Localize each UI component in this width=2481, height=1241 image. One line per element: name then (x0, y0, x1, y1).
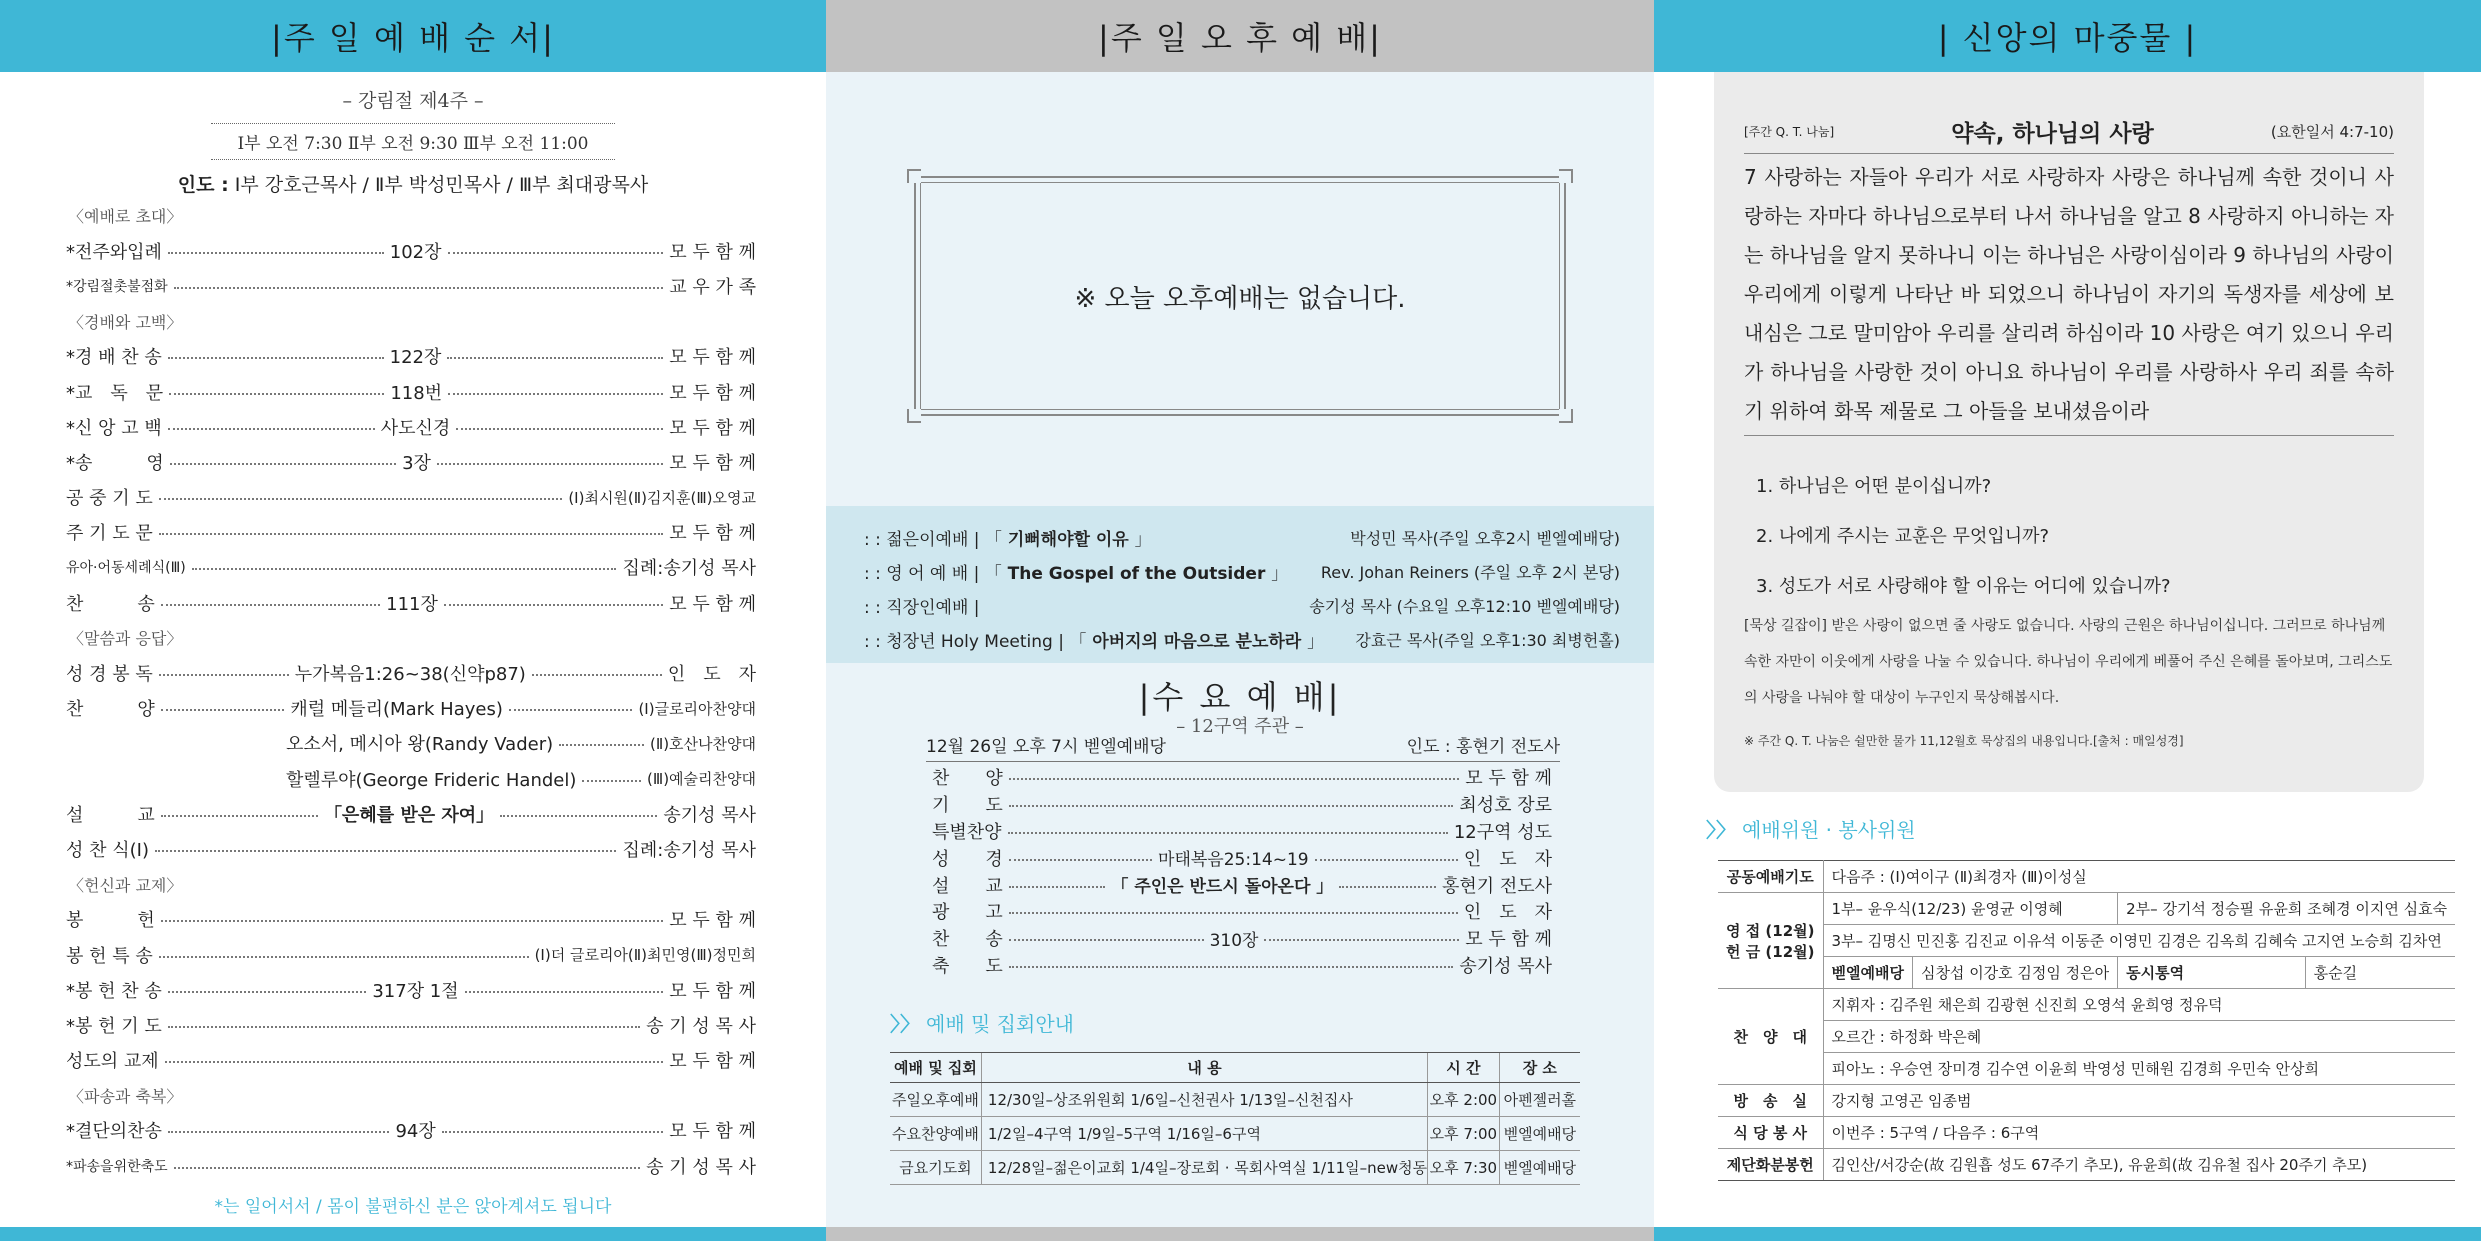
dot-leader (161, 709, 285, 711)
frame-corner (1559, 169, 1573, 183)
order-detail: 사도신경 (380, 417, 451, 439)
frame-corner (907, 409, 921, 423)
afternoon-title: |주 일 오 후 예 배| (826, 0, 1654, 72)
order-leader: 모 두 함 께 (669, 241, 757, 263)
order-name: *봉 헌 기 도 (66, 1015, 162, 1037)
schedule-header: 내 용 (981, 1053, 1427, 1083)
sunday-order-panel (0, 0, 826, 1241)
dot-leader (1009, 966, 1454, 968)
service-sermon: 아버지의 마음으로 분노하라 (1086, 631, 1308, 652)
chevron-right-icon: 〉〉 (890, 1012, 920, 1036)
cell: 피아노 : 우승연 장미경 김수연 이윤희 박영성 민해원 김경희 우민숙 안상희 (1823, 1053, 2455, 1085)
dot-leader (159, 498, 563, 500)
dot-leader (161, 815, 318, 817)
wednesday-leader: 홍현기 전도사 (1441, 875, 1552, 897)
order-detail: 오소서, 메시아 왕(Randy Vader) (286, 734, 554, 756)
dot-leader (500, 815, 657, 817)
wednesday-name: 찬 송 (932, 929, 1003, 951)
dot-leader (174, 1167, 641, 1169)
dot-leader (170, 463, 396, 465)
sunday-order-title: |주 일 예 배 순 서| (0, 0, 826, 72)
dot-leader (1009, 939, 1204, 941)
wednesday-item (932, 925, 1552, 952)
schedule-cell: 수요찬양예배 (890, 1117, 981, 1151)
wednesday-item (932, 791, 1552, 818)
service-leaders (0, 170, 826, 197)
schedule-cell: 오후 2:00 (1428, 1083, 1500, 1117)
qt-questions (1756, 460, 2171, 610)
schedule-cell: 12/28일–젊은이교회 1/4일–장로회 · 목회사역실 1/11일–new청동 (981, 1151, 1427, 1185)
dot-leader (444, 604, 663, 606)
order-item (66, 409, 756, 444)
dot-leader (448, 252, 664, 254)
service-sermon: The Gospel of the Outsider (1001, 563, 1272, 584)
dot-leader (1009, 912, 1458, 914)
order-detail: 102장 (389, 241, 442, 263)
dot-leader (168, 252, 384, 254)
order-leader: 인 도 자 (667, 664, 757, 686)
wednesday-leader: 모 두 함 께 (1465, 768, 1552, 790)
section-label: 〈헌신과 교제〉 (68, 875, 183, 895)
order-leader: 모 두 함 께 (669, 980, 756, 1002)
order-leader: 모 두 함 께 (669, 1121, 756, 1143)
service-row (864, 520, 1620, 554)
wednesday-detail: 310장 (1209, 930, 1259, 951)
order-item (66, 515, 756, 550)
cell: 1부– 윤우식(12/23) 윤영균 이영혜 (1823, 893, 2118, 925)
order-item (66, 374, 756, 409)
dot-leader (192, 568, 617, 570)
service-row (864, 622, 1620, 656)
notice-frame (914, 176, 1566, 416)
schedule-header: 장 소 (1499, 1053, 1580, 1083)
dot-leader (1264, 939, 1459, 941)
service-leader: 박성민 목사(주일 오후2시 벧엘예배당) (1350, 528, 1620, 548)
order-item (66, 691, 756, 726)
order-detail: 94장 (395, 1121, 436, 1143)
order-item (66, 233, 756, 268)
dot-leader (465, 991, 664, 993)
footer-bar (0, 1227, 826, 1241)
dot-leader (165, 1061, 664, 1063)
service-prefix: : : 청장년 Holy Meeting | 「 (864, 631, 1087, 652)
order-name: 공 중 기 도 (66, 488, 153, 510)
order-name: 찬 양 (66, 699, 155, 721)
order-name: 설 교 (66, 804, 155, 826)
dot-leader (168, 357, 384, 359)
order-name: 봉 헌 (66, 910, 155, 932)
greet-header-1: 영 접 (12월) (1726, 921, 1815, 940)
dot-leader (456, 428, 663, 430)
order-detail: 「은혜를 받은 자여」 (323, 804, 495, 826)
order-detail: 317장 1절 (372, 980, 459, 1002)
dot-leader (168, 1131, 390, 1133)
qt-question: 1. 하나님은 어떤 분이십니까? (1756, 476, 1992, 497)
greet-header-2: 헌 금 (12월) (1726, 942, 1815, 961)
volunteers-table (1718, 860, 2455, 1181)
order-item (66, 585, 756, 620)
table-row (1718, 1085, 2455, 1117)
footer-bar (826, 1227, 1654, 1241)
order-leader: 집례:송기성 목사 (622, 839, 756, 861)
schedule-cell: 주일오후예배 (890, 1083, 981, 1117)
order-leader: 모 두 함 께 (669, 452, 756, 474)
section-label: 〈예배로 초대〉 (68, 207, 183, 227)
wednesday-leader: 인 도 자 (1463, 902, 1552, 924)
order-leader: (Ⅰ)최시원(Ⅱ)김지훈(Ⅲ)오영교 (568, 488, 756, 507)
schedule-cell: 벧엘예배당 (1499, 1117, 1580, 1151)
table-row (1718, 1149, 2455, 1181)
order-leader: 집례:송기성 목사 (622, 558, 756, 580)
section-label: 〈파송과 축복〉 (68, 1086, 183, 1106)
dot-leader (442, 1131, 664, 1133)
wednesday-detail: 마태복음25:14~19 (1158, 850, 1309, 871)
schedule-section-title (890, 1008, 1074, 1037)
service-name (864, 525, 1152, 550)
wednesday-item (932, 952, 1552, 979)
order-item (66, 726, 756, 761)
dot-leader (159, 956, 529, 958)
service-leader: Rev. Johan Reiners (주일 오후 2시 본당) (1320, 562, 1620, 582)
qt-tag: [주간 Q. T. 나눔] (1744, 125, 1835, 139)
section-label: 〈경배와 고백〉 (68, 312, 183, 332)
schedule-table (890, 1052, 1580, 1185)
cell: 3부– 김명신 민진홍 김진교 이유석 이동준 이영민 김경은 김옥희 김혜숙 고지연 노승희 김차연 (1823, 925, 2455, 957)
qt-header (1744, 110, 2394, 154)
dot-leader (168, 1026, 640, 1028)
dot-leader (169, 393, 384, 395)
service-prefix: : : 영 어 예 배 | 「 (864, 563, 1002, 584)
wednesday-when: 12월 26일 오후 7시 벧엘예배당 (926, 737, 1166, 757)
leaders-names: Ⅰ부 강호근목사 / Ⅱ부 박성민목사 / Ⅲ부 최대광목사 (234, 174, 649, 196)
dot-leader (1009, 886, 1106, 888)
wednesday-name: 특별찬양 (932, 821, 1002, 843)
dot-leader (447, 357, 663, 359)
table-row (890, 1151, 1580, 1185)
order-item (66, 444, 756, 479)
other-services-band (826, 506, 1654, 663)
order-name: 성 찬 식(Ⅰ) (66, 839, 149, 861)
footer-bar (1654, 1227, 2481, 1241)
order-name: 찬 송 (66, 593, 155, 615)
dot-leader (161, 920, 664, 922)
order-leader: 모 두 함 께 (669, 910, 756, 932)
service-leader: 송기성 목사 (수요일 오후12:10 벧엘예배당) (1309, 596, 1620, 616)
order-list (66, 198, 756, 1183)
schedule-header-row (890, 1053, 1580, 1083)
service-row (864, 554, 1620, 588)
qt-verse: 7 사랑하는 자들아 우리가 서로 사랑하자 사랑은 하나님께 속한 것이니 사랑하는 자마다 하나님으로부터 나서 하나님을 알고 8 사랑하지 아니하는 자는 하나님을 알지 못하나니 이는 하나님은 사랑이심이라 9 하나님의 사랑이 우리에게 이렇게 나타난 바 되었으니 하나님이 자기의 독생자를 세상에 보내심은 그로 말미암아 우리를 살리려 하심이라 10 사랑은 여기 있으니 우리가 하나님을 사랑한 것이 아니요 하나님이 우리를 사랑하사 우리 죄를 속하기 위하여 화목 제물로 그 아들을 보내셨음이라 (1744, 158, 2394, 436)
order-name: *전주와입례 (66, 241, 162, 263)
dot-leader (168, 991, 367, 993)
dot-leader (559, 744, 644, 746)
cell: 오르간 : 하정화 박은혜 (1823, 1021, 2455, 1053)
wednesday-item (932, 764, 1552, 791)
order-leader: 모 두 함 께 (669, 347, 756, 369)
table-row (1718, 893, 2455, 925)
qt-box (1714, 72, 2424, 792)
wednesday-leader: 송기성 목사 (1459, 955, 1552, 977)
wednesday-name: 기 도 (932, 795, 1003, 817)
chevron-right-icon: 〉〉 (1706, 818, 1736, 842)
order-item (66, 1148, 756, 1183)
wednesday-host: – 12구역 주관 – (1176, 716, 1304, 737)
cell: 심창섭 이강호 김정임 정은아 (1912, 957, 2117, 989)
qt-source: ※ 주간 Q. T. 나눔은 쉴만한 물가 11,12월호 묵상집의 내용입니다.[출처 : 매일성경] (1744, 734, 2184, 748)
order-leader: (Ⅰ)글로리아찬양대 (638, 699, 757, 718)
service-volunteers-title (1706, 814, 1916, 843)
dot-leader (582, 780, 641, 782)
service-prefix: : : 젊은이예배 | 「 (864, 529, 1002, 550)
order-detail: 캐럴 메들리(Mark Hayes) (290, 699, 503, 721)
schedule-header: 시 간 (1428, 1053, 1500, 1083)
dot-leader (174, 287, 664, 289)
section-label: 〈말씀과 응답〉 (68, 629, 183, 649)
schedule-cell: 12/30일–상조위원회 1/6일–신천권사 1/13일–신천집사 (981, 1083, 1427, 1117)
wednesday-name: 찬 양 (932, 768, 1003, 790)
order-item (66, 655, 756, 690)
order-detail: 3장 (402, 452, 431, 474)
order-item (66, 1007, 756, 1042)
schedule-header: 예배 및 집회 (890, 1053, 981, 1083)
cell: 지휘자 : 김주원 채은희 김광현 신진희 오영석 윤희영 정유덕 (1823, 989, 2455, 1021)
dot-leader (155, 850, 617, 852)
wednesday-detail: 「 주인은 반드시 돌아온다 」 (1111, 877, 1334, 898)
season-label: – 강림절 제4주 – (342, 90, 484, 112)
wednesday-leader: 최성호 장로 (1459, 795, 1552, 817)
order-leader: 교 우 가 족 (669, 276, 756, 298)
schedule-cell: 금요기도회 (890, 1151, 981, 1185)
dot-leader (509, 709, 633, 711)
order-item (66, 902, 756, 937)
order-item (66, 796, 756, 831)
order-name: *봉 헌 찬 송 (66, 980, 162, 1002)
dot-leader (1008, 832, 1448, 834)
dot-leader (159, 674, 289, 676)
dot-leader (1009, 778, 1460, 780)
cell-header: 동시통역 (2118, 957, 2305, 989)
row-header: 식 당 봉 사 (1718, 1117, 1823, 1149)
order-name: *경 배 찬 송 (66, 347, 162, 369)
row-header (1718, 893, 1823, 989)
frame-corner (1559, 409, 1573, 423)
service-name (864, 559, 1288, 584)
dot-leader (532, 674, 662, 676)
qt-question: 3. 성도가 서로 사랑해야 할 이유는 어디에 있습니까? (1756, 576, 2171, 597)
cell: 2부– 강기석 정승필 유윤희 조혜경 이지연 심효숙 (2118, 893, 2455, 925)
order-detail: 118번 (390, 382, 443, 404)
wednesday-info (926, 732, 1560, 762)
table-row (1718, 989, 2455, 1021)
dot-leader (437, 463, 663, 465)
wednesday-order-list (932, 764, 1552, 978)
meditation-guide: [묵상 길잡이] 받은 사랑이 없으면 줄 사랑도 없습니다. 사랑의 근원은 하나님이십니다. 그러므로 하나님께 속한 자만이 이웃에게 사랑을 나눌 수 있습니다. 하나님이 우리에게 베풀어 주신 은혜를 돌아보며, 그리스도의 사랑을 나눠야 할 대상이 누구인지 묵상해봅시다. (1744, 618, 2393, 706)
order-leader: (Ⅰ)더 글로리아(Ⅱ)최민영(Ⅲ)정민희 (534, 946, 756, 965)
order-item (66, 761, 756, 796)
order-leader: 모 두 함 께 (669, 1051, 756, 1073)
order-item (66, 1113, 756, 1148)
qt-title: 약속, 하나님의 사랑 (1951, 121, 2154, 147)
row-header: 제단화분봉헌 (1718, 1149, 1823, 1181)
row-header: 찬 양 대 (1718, 989, 1823, 1085)
order-item (66, 831, 756, 866)
faith-title: | 신앙의 마중물 | (1654, 0, 2481, 72)
order-name: *신 앙 고 백 (66, 417, 162, 439)
order-leader: 송 기 성 목 사 (646, 1015, 756, 1037)
cell-header: 벧엘예배당 (1823, 957, 1912, 989)
order-leader: 송기성 목사 (663, 804, 757, 826)
wednesday-leader: 12구역 성도 (1453, 821, 1552, 843)
order-detail: 111장 (386, 593, 438, 615)
order-leader: 모 두 함 께 (669, 523, 756, 545)
wednesday-leader: 모 두 함 께 (1465, 929, 1552, 951)
service-sermon: 기뻐해야할 이유 (1001, 529, 1135, 550)
order-name: 성도의 교제 (66, 1051, 159, 1073)
service-volunteers-text: 예배위원 · 봉사위원 (1742, 818, 1916, 842)
wednesday-item (932, 844, 1552, 871)
faith-panel (1654, 0, 2481, 1241)
service-row (864, 588, 1620, 622)
table-row (890, 1083, 1580, 1117)
row-header: 공동예배기도 (1718, 861, 1823, 893)
service-suffix: 」 (1134, 529, 1152, 550)
schedule-cell: 오후 7:30 (1428, 1151, 1500, 1185)
dot-leader (1009, 859, 1152, 861)
order-name: 주 기 도 문 (66, 523, 153, 545)
order-name: *송 영 (66, 452, 164, 474)
schedule-title-text: 예배 및 집회안내 (926, 1012, 1074, 1036)
row-header: 방 송 실 (1718, 1085, 1823, 1117)
order-item (66, 1043, 756, 1078)
dot-leader (448, 393, 663, 395)
wednesday-name: 광 고 (932, 902, 1003, 924)
order-item (66, 550, 756, 585)
service-prefix: : : 직장인예배 | (864, 597, 980, 618)
table-row (1718, 925, 2455, 957)
wednesday-name: 설 교 (932, 875, 1003, 897)
standing-note: *는 일어서서 / 몸이 불편하신 분은 앉아계셔도 됩니다 (214, 1197, 612, 1217)
order-leader: 송 기 성 목 사 (646, 1156, 756, 1178)
order-name: 봉 헌 특 송 (66, 945, 153, 967)
order-detail: 누가복음1:26~38(신약p87) (294, 664, 526, 686)
order-leader: 모 두 함 께 (669, 593, 756, 615)
order-item (66, 972, 756, 1007)
service-times: Ⅰ부 오전 7:30 Ⅱ부 오전 9:30 Ⅲ부 오전 11:00 (211, 123, 615, 160)
wednesday-leader: 인 도 자 (1463, 848, 1553, 870)
table-row (1718, 1021, 2455, 1053)
cell: 홍순길 (2305, 957, 2455, 989)
wednesday-item (932, 818, 1552, 845)
order-item (66, 339, 756, 374)
order-leader: 모 두 함 께 (669, 417, 756, 439)
schedule-cell: 오후 7:00 (1428, 1117, 1500, 1151)
table-row (1718, 861, 2455, 893)
qt-reference: (요한일서 4:7-10) (2270, 123, 2394, 141)
table-row (1718, 957, 2455, 989)
dot-leader (1009, 805, 1454, 807)
qt-question: 2. 나에게 주시는 교훈은 무엇입니까? (1756, 526, 2050, 547)
wednesday-name: 성 경 (932, 848, 1003, 870)
dot-leader (1339, 886, 1436, 888)
wednesday-leader: 인도 : 홍현기 전도사 (1406, 737, 1560, 757)
order-name: *파송을위한축도 (66, 1158, 168, 1175)
order-name: *교 독 문 (66, 382, 164, 404)
order-leader: (Ⅱ)호산나찬양대 (649, 734, 756, 753)
order-name: 성 경 봉 독 (66, 664, 153, 686)
dot-leader (159, 533, 664, 535)
cell: 이번주 : 5구역 / 다음주 : 6구역 (1823, 1117, 2455, 1149)
service-name (864, 627, 1324, 652)
service-leader: 강효근 목사(주일 오후1:30 최병헌홀) (1355, 630, 1620, 650)
wednesday-item (932, 898, 1552, 925)
dot-leader (1315, 859, 1458, 861)
table-row (1718, 1053, 2455, 1085)
cell: 김인산/서강순(故 김원흡 성도 67주기 추모), 유윤희(故 김유철 집사 20주기 추모) (1823, 1149, 2455, 1181)
schedule-cell: 벧엘예배당 (1499, 1151, 1580, 1185)
schedule-cell: 아펜젤러홀 (1499, 1083, 1580, 1117)
table-row (890, 1117, 1580, 1151)
order-name: *결단의찬송 (66, 1121, 162, 1143)
order-item (66, 268, 756, 303)
service-suffix: 」 (1271, 563, 1289, 584)
leaders-label: 인도 : (177, 174, 229, 196)
afternoon-panel (826, 0, 1654, 1241)
order-leader: 모 두 함 께 (669, 382, 757, 404)
schedule-cell: 1/2일–4구역 1/9일–5구역 1/16일–6구역 (981, 1117, 1427, 1151)
order-leader: (Ⅲ)예술리찬양대 (647, 770, 756, 789)
wednesday-name: 축 도 (932, 955, 1003, 977)
order-name: *강림절촛불점화 (66, 278, 168, 295)
no-afternoon-notice: ※ 오늘 오후예배는 없습니다. (1074, 284, 1406, 314)
cell: 강지형 고영곤 임종범 (1823, 1085, 2455, 1117)
order-detail: 122장 (389, 347, 442, 369)
dot-leader (161, 604, 380, 606)
service-suffix: 」 (1307, 631, 1325, 652)
dot-leader (168, 428, 375, 430)
order-detail: 할렐루야(George Frideric Handel) (286, 769, 577, 791)
order-item (66, 480, 756, 515)
wednesday-title: |수 요 예 배| (1138, 678, 1342, 716)
wednesday-item (932, 871, 1552, 898)
order-name: 유아·어동세례식(Ⅲ) (66, 560, 186, 577)
table-row (1718, 1117, 2455, 1149)
service-name (864, 593, 980, 618)
frame-corner (907, 169, 921, 183)
order-item (66, 937, 756, 972)
cell: 다음주 : (Ⅰ)여이구 (Ⅱ)최경자 (Ⅲ)이성실 (1823, 861, 2455, 893)
